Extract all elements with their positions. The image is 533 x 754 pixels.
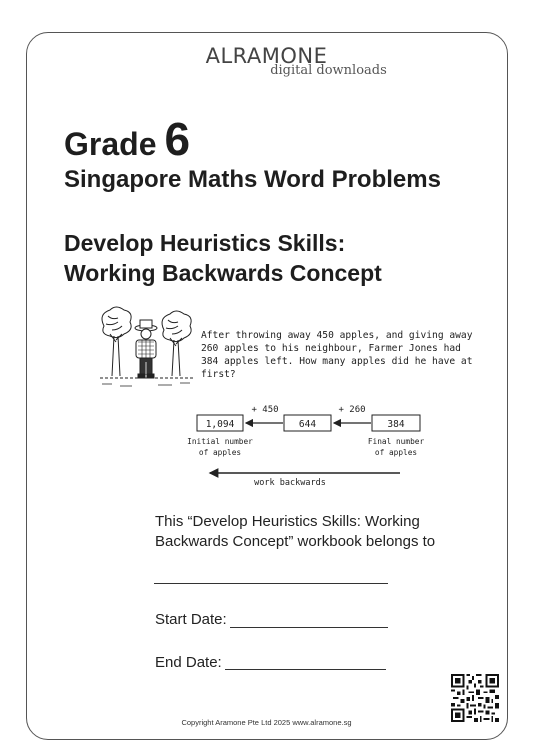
belongs-to-text: This “Develop Heuristics Skills: Working Backwards Concept” workbook belongs to: [155, 513, 436, 550]
start-date-label: Start Date:: [155, 611, 227, 628]
label-final-line2: of apples: [374, 448, 418, 457]
owner-name-line[interactable]: [154, 583, 388, 584]
label-initial-line1: Initial number: [187, 437, 253, 446]
grade-title: [64, 112, 190, 166]
working-backwards-diagram: [180, 400, 440, 492]
label-final-line1: Final number: [367, 437, 425, 446]
copyright-footer: Copyright Aramone Pte Ltd 2025 www.alramone.sg: [181, 718, 352, 727]
qr-code-icon[interactable]: [451, 674, 499, 722]
operation-add-260: + 260: [338, 405, 366, 415]
heading-line-2: Working Backwards Concept: [64, 260, 382, 286]
work-backwards-label: work backwards: [254, 478, 326, 488]
brand-logo: ALRAMONE: [205, 44, 328, 68]
grade-number: 6: [164, 113, 191, 165]
subtitle: Singapore Maths Word Problems: [64, 166, 441, 193]
box-middle-value: 644: [298, 419, 317, 430]
grade-word: Grade: [64, 126, 157, 162]
end-date-line[interactable]: [225, 669, 386, 670]
end-date-label: End Date:: [155, 654, 222, 671]
operation-add-450: + 450: [251, 405, 279, 415]
farmer-illustration: [98, 306, 196, 392]
box-initial-value: 1,094: [205, 419, 235, 430]
heading-line-1: Develop Heuristics Skills:: [64, 230, 346, 256]
box-final-value: 384: [387, 419, 405, 430]
word-problem-text: After throwing away 450 apples, and giving away 260 apples to his neighbour, Farmer Jones had 384 apples left. How many apples did he have at first?: [201, 330, 473, 380]
label-initial-line2: of apples: [198, 448, 242, 457]
brand-tagline: digital downloads: [270, 63, 387, 78]
start-date-line[interactable]: [230, 627, 388, 628]
